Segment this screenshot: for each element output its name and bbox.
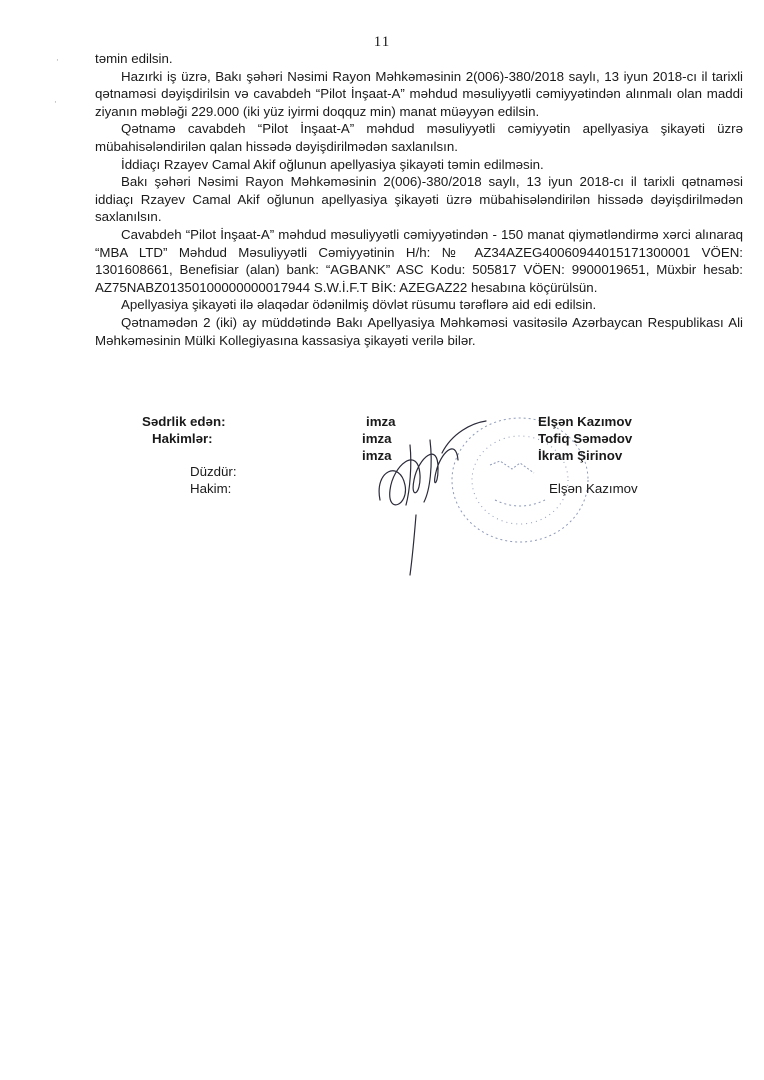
paragraph: Apellyasiya şikayəti ilə əlaqədar ödənilmiş dövlət rüsumu tərəflərə aid edi edilsin.: [121, 297, 597, 313]
paragraph: Qətnamə cavabdeh “Pilot İnşaat-A” məhdud məsuliyyətli cəmiyyətin apellyasiya şikayəti üzrə mübahisələndirilən qalan hissədə dəyişdirilmədən saxlanılsın.: [95, 121, 743, 154]
document-body: [95, 50, 743, 349]
paragraph: təmin edilsin.: [95, 51, 173, 66]
page-number: 11: [373, 34, 391, 50]
judge-name: İkram Şirinov: [538, 448, 623, 463]
presiding-label: Sədrlik edən:: [142, 414, 226, 429]
judges-label: Hakimlər:: [152, 431, 213, 446]
paragraph: Hazırki iş üzrə, Bakı şəhəri Nəsimi Rayon Məhkəməsinin 2(006)-380/2018 saylı, 13 iyun 2018-cı il tarixli qətnaməsi dəyişdirilsin və cavabdeh “Pilot İnşaat-A” məhdud məsuliyyətli cəmiyyətindən alınmalı olan maddi ziyanın məbləği 229.000 (iki yüz iyirmi doqquz min) manat müəyyən edilsin.: [95, 68, 743, 119]
judge-name: Elşən Kazımov: [538, 414, 632, 429]
imza-text: imza: [362, 431, 392, 446]
paragraph: Bakı şəhəri Nəsimi Rayon Məhkəməsinin 2(006)-380/2018 saylı, 13 iyun 2018-cı il tarixli qətnaməsi iddiaçı Rzayev Camal Akif oğlunun apellyasiya şikayəti üzrə mübahisələndirilən hissədə dəyişdirilmədən saxlanılsın.: [95, 174, 743, 225]
margin-mark: ·: [56, 56, 59, 66]
paragraph: Cavabdeh “Pilot İnşaat-A” məhdud məsuliyyətli cəmiyyətindən - 150 manat qiymətləndirmə xərci alınaraq “MBA LTD” Məhdud Məsuliyyətli Cəmiyyətinin H/h: № AZ34AZEG40060944015171300001 VÖEN: 1301608661, Benefisiar (alan) bank: “AGBANK” ASC Kodu: 505817 VÖEN: 9900019651, Müxbir hesab: AZ75NABZ01350100000000017944 S.W.İ.F.T BİK: AZEGAZ22 hesabına köçürülsün.: [95, 226, 743, 295]
court-stamp-icon: [370, 405, 600, 585]
margin-mark: ·: [54, 98, 57, 108]
certified-judge-name: Elşən Kazımov: [549, 481, 638, 496]
certified-role: Hakim:: [190, 481, 232, 496]
certified-label: Düzdür:: [190, 464, 237, 479]
paragraph: İddiaçı Rzayev Camal Akif oğlunun apellyasiya şikayəti təmin edilməsin.: [121, 156, 544, 172]
judge-name: Tofiq Səmədov: [538, 431, 633, 446]
imza-text: imza: [366, 414, 396, 429]
imza-text: imza: [362, 448, 392, 463]
paragraph: Qətnamədən 2 (iki) ay müddətində Bakı Apellyasiya Məhkəməsi vasitəsilə Azərbaycan Respublikası Ali Məhkəməsinin Mülki Kollegiyasına kassasiya şikayəti verilə bilər.: [95, 314, 743, 348]
